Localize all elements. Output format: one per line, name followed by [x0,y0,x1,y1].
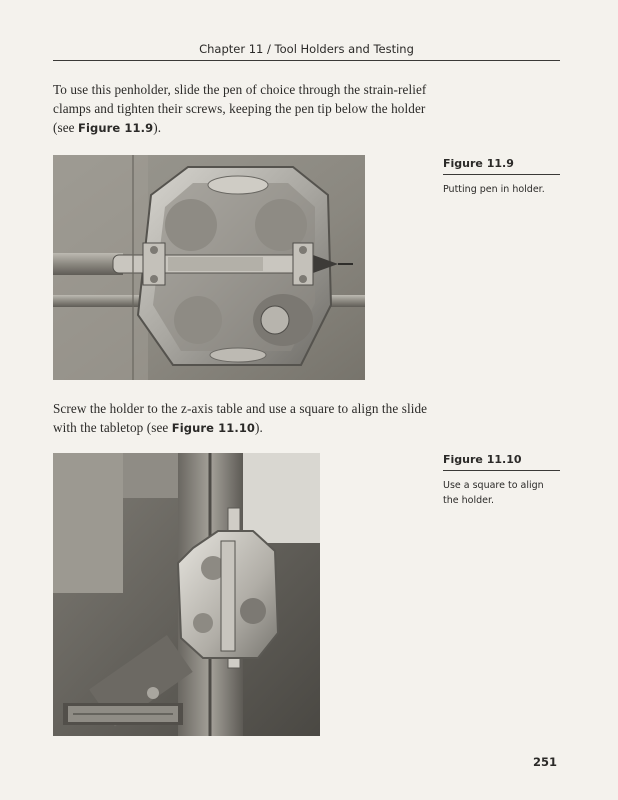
figure-11-9-label: Figure 11.9 [443,157,560,175]
figure-11-10-label: Figure 11.10 [443,453,560,471]
running-header [53,42,560,61]
page-number: 251 [533,755,558,769]
figure-reference-11-9: Figure 11.9 [78,121,154,135]
figure-11-9-caption-text: Putting pen in holder. [443,184,545,195]
figure-11-10-photo [53,453,320,736]
paragraph-1 [53,80,438,138]
paragraph-2-end: ). [255,420,263,435]
figure-11-10-caption [443,453,560,508]
running-header-text: Chapter 11 / Tool Holders and Testing [199,42,414,56]
figure-11-9-caption [443,157,560,197]
paragraph-2-text: Screw the holder to the z-axis table and use a square to align the slide with the tabletop (see [53,401,428,435]
figure-11-10-caption-text: Use a square to align the holder. [443,480,544,506]
paragraph-1-end: ). [153,120,162,135]
figure-11-9-photo [53,155,365,380]
figure-reference-11-10: Figure 11.10 [171,421,256,435]
paragraph-1-text: To use this penholder, slide the pen of choice through the strain-relief clamps and tighten their screws, keeping the pen tip below the holder (see [53,82,427,135]
paragraph-2 [53,399,438,438]
